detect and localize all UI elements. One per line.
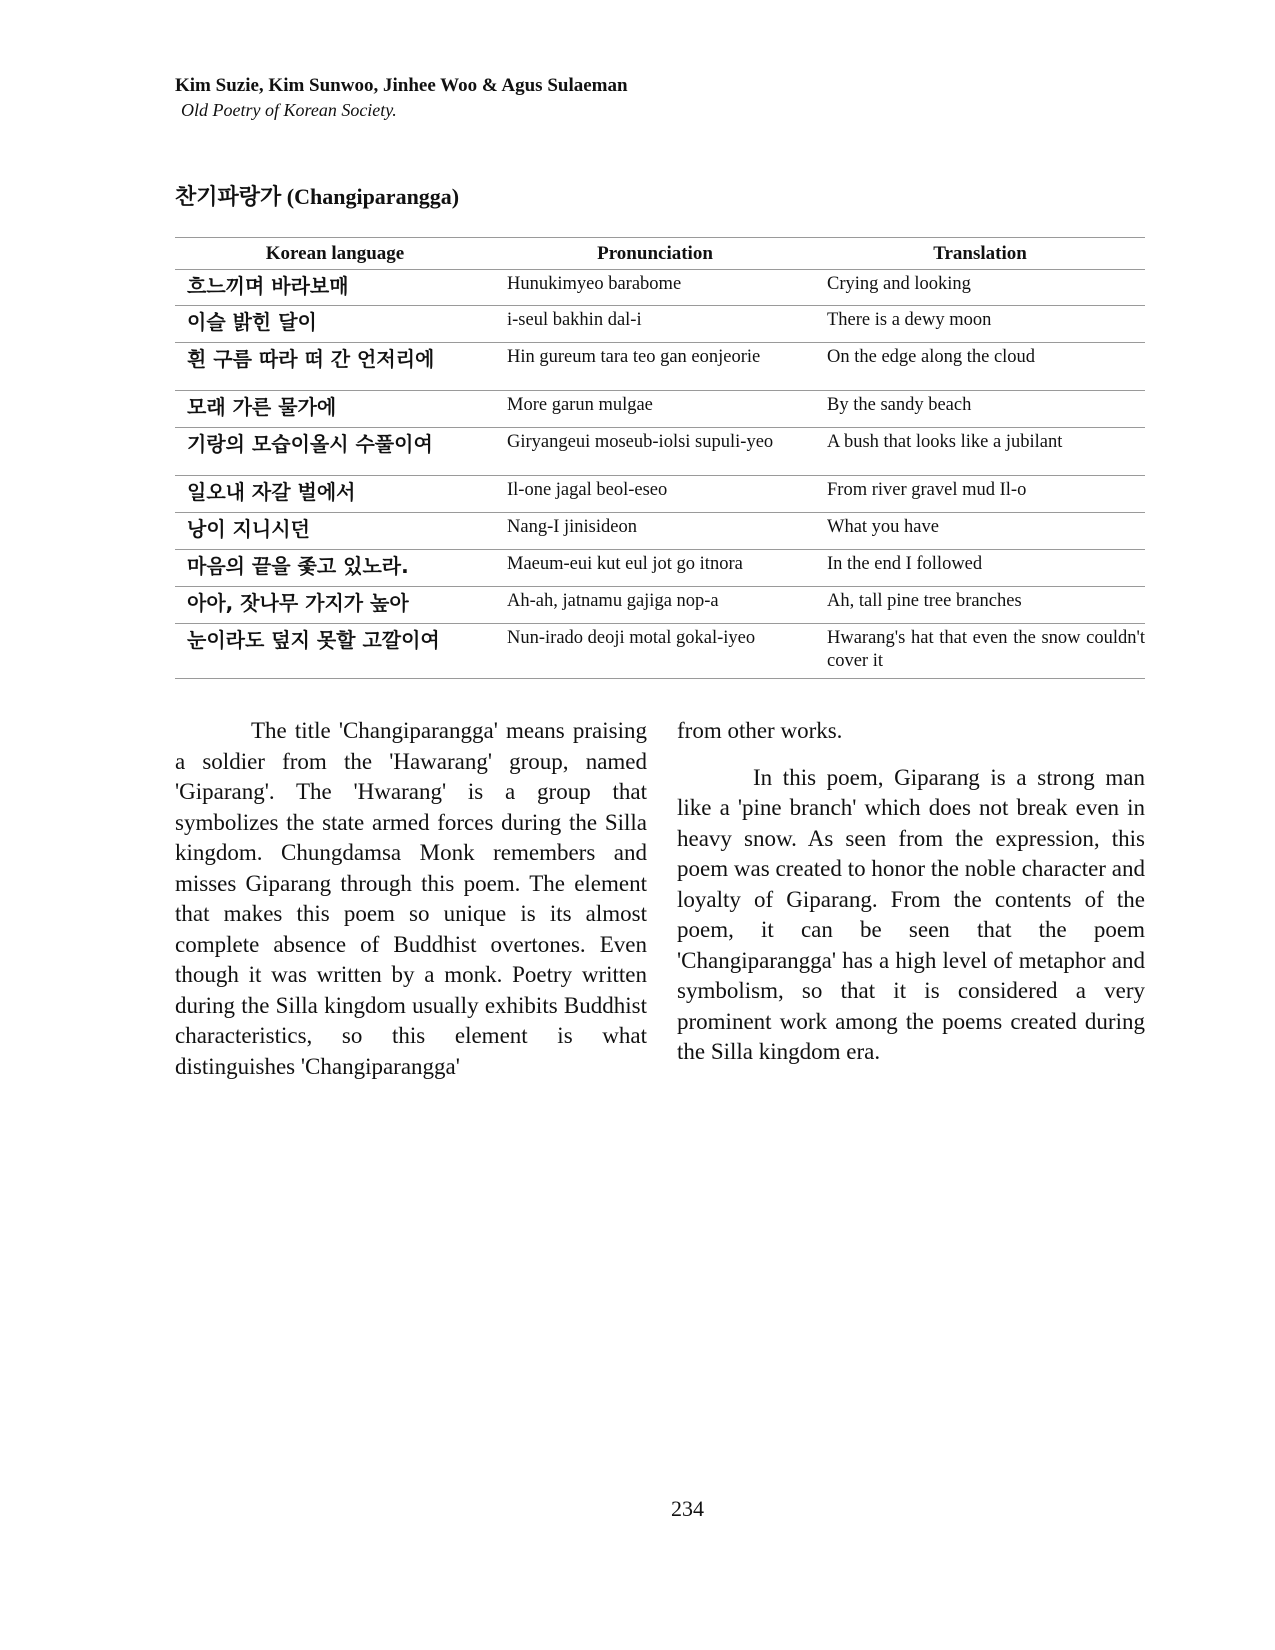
body-paragraph-continuation: from other works. [677,718,843,743]
translation-line: In the end I followed [815,550,1145,587]
column-header-korean: Korean language [175,238,495,270]
table-row [175,476,1145,513]
poem-table [175,237,1145,679]
korean-line: 흐느끼며 바라보매 [175,270,495,306]
table-row [175,513,1145,550]
translation-line: From river gravel mud Il-o [815,476,1145,513]
pronunciation-line: Il-one jagal beol-eseo [495,476,815,513]
korean-line: 이슬 밝힌 달이 [175,306,495,343]
pronunciation-line: Maeum-eui kut eul jot go itnora [495,550,815,587]
table-row [175,270,1145,306]
table-header-row [175,238,1145,270]
table-row [175,391,1145,428]
korean-line: 눈이라도 덮지 못할 고깔이여 [175,624,495,679]
korean-line: 모래 가른 물가에 [175,391,495,428]
body-paragraph-left: The title 'Changiparangga' means praising a soldier from the 'Hawarang' group, named 'Giparang'. The 'Hwarang' is a group that symbolizes the state armed forces during the Silla kingdom. Chungdamsa Monk remembers and misses Giparang through this poem. The element that makes this poem so unique is its almost complete absence of Buddhist overtones. Even though it was written by a monk. Poetry written during the Silla kingdom usually exhibits Buddhist characteristics, so this element is what distinguishes 'Changiparangga' [175,718,647,1079]
section-title-korean: 찬기파랑가 [175,185,282,210]
pronunciation-line: Hunukimyeo barabome [495,270,815,306]
pronunciation-line: i-seul bakhin dal-i [495,306,815,343]
journal-name: Old Poetry of Korean Society. [181,100,397,120]
translation-line: On the edge along the cloud [815,343,1145,391]
authors: Kim Suzie, Kim Sunwoo, Jinhee Woo & Agus Sulaeman [175,75,628,96]
table-row [175,343,1145,391]
column-header-translation: Translation [815,238,1145,270]
table-row [175,624,1145,679]
korean-line: 마음의 끝을 좇고 있노라. [175,550,495,587]
pronunciation-line: Nun-irado deoji motal gokal-iyeo [495,624,815,679]
column-header-pronunciation: Pronunciation [495,238,815,270]
korean-line: 일오내 자갈 벌에서 [175,476,495,513]
pronunciation-line: Giryangeui moseub-iolsi supuli-yeo [495,428,815,476]
page-number: 234 [671,1496,704,1521]
translation-line: What you have [815,513,1145,550]
left-column [175,716,647,1082]
translation-line: There is a dewy moon [815,306,1145,343]
korean-line: 기랑의 모습이올시 수풀이여 [175,428,495,476]
table-row [175,550,1145,587]
translation-line: Ah, tall pine tree branches [815,587,1145,624]
pronunciation-line: Ah-ah, jatnamu gajiga nop-a [495,587,815,624]
translation-line: Crying and looking [815,270,1145,306]
korean-line: 낭이 지니시던 [175,513,495,550]
korean-line: 아아, 잣나무 가지가 높아 [175,587,495,624]
page-header [175,74,628,122]
table-row [175,587,1145,624]
pronunciation-line: Hin gureum tara teo gan eonjeorie [495,343,815,391]
translation-line: Hwarang's hat that even the snow couldn't cover it [815,624,1145,679]
pronunciation-line: Nang-I jinisideon [495,513,815,550]
body-paragraph-right: In this poem, Giparang is a strong man like a 'pine branch' which does not break even in heavy snow. As seen from the expression, this poem was created to honor the noble character and loyalty of Giparang. From the contents of the poem, it can be seen that the poem 'Changiparangga' has a high level of metaphor and symbolism, so that it is considered a very prominent work among the poems created during the Silla kingdom era. [677,764,1145,1064]
right-column [677,716,1145,1068]
table-row [175,428,1145,476]
translation-line: By the sandy beach [815,391,1145,428]
korean-line: 흰 구름 따라 떠 간 언저리에 [175,343,495,391]
translation-line: A bush that looks like a jubilant [815,428,1145,476]
section-title-roman: (Changiparangga) [286,184,460,209]
table-row [175,306,1145,343]
pronunciation-line: More garun mulgae [495,391,815,428]
section-title [175,182,459,213]
